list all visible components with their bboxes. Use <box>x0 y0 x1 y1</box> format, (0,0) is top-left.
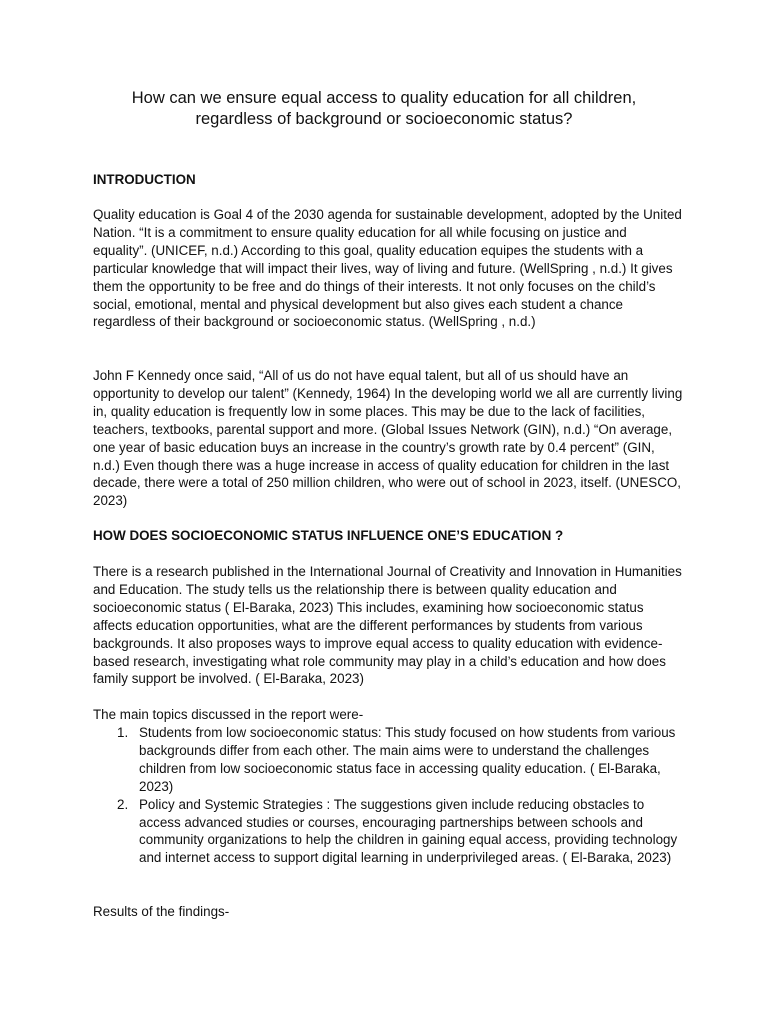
list-item-number: 2. <box>117 796 129 812</box>
introduction-heading: INTRODUCTION <box>93 172 196 187</box>
list-item-text: Policy and Systemic Strategies : The suggestions given include reducing obstacles to access advanced studies or courses, encouraging partnerships between schools and community organizations to help the children in gaining equal access, providing technology and internet access to support digital learning in underprivileged areas. ( El-Baraka, 2023) <box>139 796 678 866</box>
list-item <box>93 796 683 868</box>
list-item-number: 1. <box>117 725 129 740</box>
introduction-paragraph-1: Quality education is Goal 4 of the 2030 agenda for sustainable development, adopted by the United Nation. “It is a commitment to ensure quality education for all while focusing on justice and equality”. (UNICEF, n.d.) According to this goal, quality education equipes the students with a particular knowledge that will impact their lives, way of living and future. (WellSpring , n.d.) It gives them the opportunity to be free and do things of their interests. It not only focuses on the child’s social, emotional, mental and physical development but also gives each student a chance regardless of their background or socioeconomic status. (WellSpring , n.d.) <box>93 207 682 330</box>
socioeconomic-paragraph: There is a research published in the International Journal of Creativity and Innovation in Humanities and Education. The study tells us the relationship there is between quality education and socioeconomic status ( El-Baraka, 2023) This includes, examining how socioeconomic status affects education opportunities, what are the different performances by students from various backgrounds. It also proposes ways to improve equal access to quality education with evidence-based research, investigating what role community may play in a child’s education and how does family support be involved. ( El-Baraka, 2023) <box>93 564 682 687</box>
list-item <box>93 724 683 796</box>
results-line: Results of the findings- <box>93 904 230 919</box>
document-title: How can we ensure equal access to quality education for all children, regardless of background or socioeconomic status? <box>131 89 637 128</box>
list-item-text: Students from low socioeconomic status: This study focused on how students from various backgrounds differ from each other. The main aims were to understand the challenges children from low socioeconomic status face in accessing quality education. ( El-Baraka, 2023) <box>139 725 676 794</box>
introduction-paragraph-2: John F Kennedy once said, “All of us do not have equal talent, but all of us should have an opportunity to develop our talent” (Kennedy, 1964) In the developing world we all are currently living in, quality education is frequently low in some places. This may be due to the lack of facilities, teachers, textbooks, parental support and more. (Global Issues Network (GIN), n.d.) “On average, one year of basic education buys an increase in the country’s growth rate by 0.4 percent” (GIN, n.d.) Even though there was a huge increase in access of quality education for children in the last decade, there were a total of 250 million children, who were out of school in 2023, itself. (UNESCO, 2023) <box>93 368 683 509</box>
main-topics-list <box>93 724 683 867</box>
list-intro: The main topics discussed in the report were- <box>93 707 364 722</box>
socioeconomic-heading: HOW DOES SOCIOECONOMIC STATUS INFLUENCE ONE’S EDUCATION ? <box>93 528 564 543</box>
